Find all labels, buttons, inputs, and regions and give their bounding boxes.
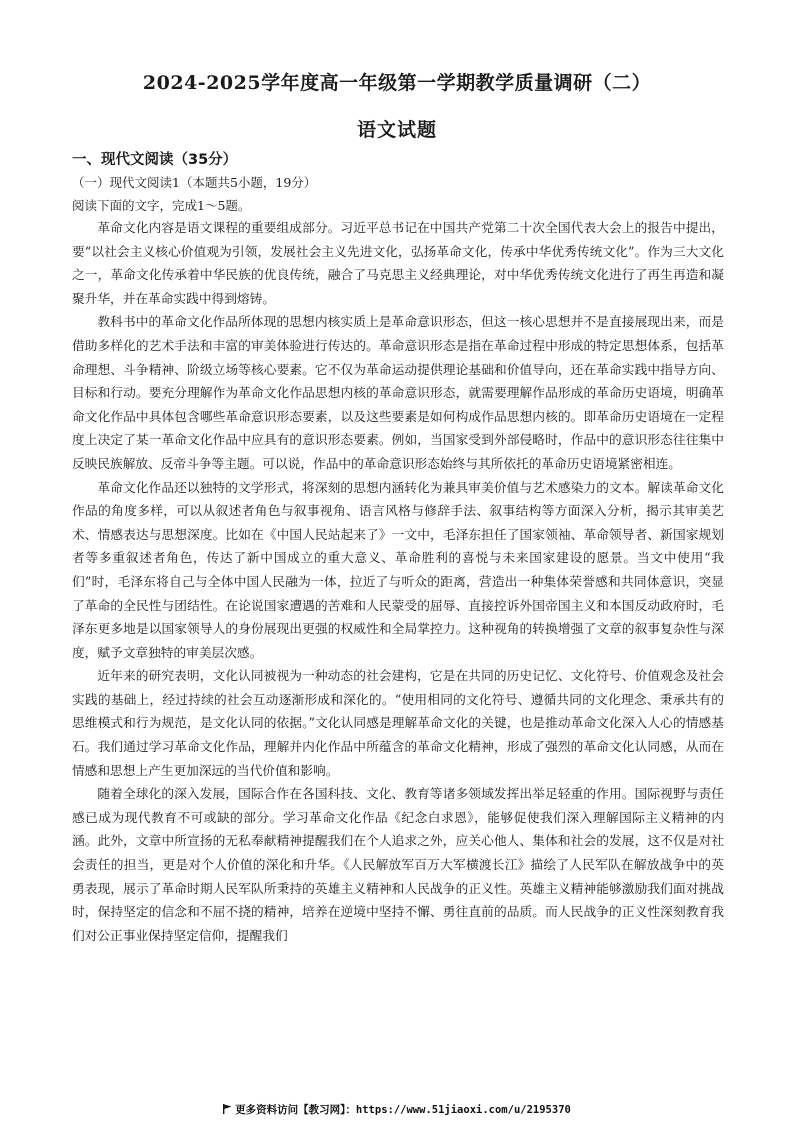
reading-instruction: 阅读下面的文字，完成1～5题。 (72, 198, 251, 213)
exam-subject: 语文试题 (356, 119, 437, 141)
part-heading: （一）现代文阅读1（本题共5小题，19分） (72, 175, 317, 190)
passage-body (72, 216, 724, 947)
footer-link[interactable] (0, 1102, 794, 1117)
paragraph: 随着全球化的深入发展，国际合作在各国科技、文化、教育等诸多领域发挥出举足轻重的作用。国际视野与责任感已成为现代教育不可或缺的部分。学习革命文化作品《纪念白求恩》，能够促使我们深入理解国际主义精神的内涵。此外，文章中所宣扬的无私奉献精神提醒我们在个人追求之外，应关心他人、集体和社会的发展，这不仅是对社会责任的担当，更是对个人价值的深化和升华。《人民解放军百万大军横渡长江》描绘了人民军队在解放战争中的英勇表现，展示了革命时期人民军队所秉持的英雄主义精神和人民战争的正义性。英雄主义精神能够激励我们面对挑战时，保持坚定的信念和不屈不挠的精神，培养在逆境中坚持不懈、勇往直前的品质。而人民战争的正义性深刻教育我们对公正事业保持坚定信仰，提醒我们 (72, 786, 724, 943)
flag-icon (223, 1104, 232, 1114)
paragraph: 教科书中的革命文化作品所体现的思想内核实质上是革命意识形态，但这一核心思想并不是直接展现出来，而是借助多样化的艺术手法和丰富的审美体验进行传达的。革命意识形态是指在革命过程中形成的特定思想体系，包括革命理想、斗争精神、阶级立场等核心要素。它不仅为革命运动提供理论基础和价值导向，还在革命实践中指导方向、目标和行动。要充分理解作为革命文化作品思想内核的革命意识形态，就需要理解作品形成的革命历史语境，明确革命文化作品中具体包含哪些革命意识形态要素，以及这些要素是如何构成作品思想内核的。即革命历史语境在一定程度上决定了某一革命文化作品中应具有的意识形态要素。例如，当国家受到外部侵略时，作品中的意识形态往往集中反映民族解放、反帝斗争等主题。可以说，作品中的革命意识形态始终与其所依托的革命历史语境紧密相连。 (72, 314, 724, 471)
paragraph: 革命文化作品还以独特的文学形式，将深刻的思想内涵转化为兼具审美价值与艺术感染力的文本。解读革命文化作品的角度多样，可以从叙述者角色与叙事视角、语言风格与修辞手法、叙事结构等方面深入分析，揭示其审美艺术、情感表达与思想深度。比如在《中国人民站起来了》一文中，毛泽东担任了国家领袖、革命领导者、新国家规划者等多重叙述者角色，传达了新中国成立的重大意义、革命胜利的喜悦与未来国家建设的愿景。当文中使用“我们”时，毛泽东将自己与全体中国人民融为一体，拉近了与听众的距离，营造出一种集体荣誉感和共同体意识，突显了革命的全民性与团结性。在论说国家遭遇的苦难和人民蒙受的屈辱、直接控诉外国帝国主义和本国反动政府时，毛泽东更多地是以国家领导人的身份展现出更强的权威性和全局掌控力。这种视角的转换增强了文章的叙事复杂性与深度，赋予文章独特的审美层次感。 (72, 479, 724, 660)
paragraph: 近年来的研究表明，文化认同被视为一种动态的社会建构，它是在共同的历史记忆、文化符号、价值观念及社会实践的基础上，经过持续的社会互动逐渐形成和深化的。“使用相同的文化符号、遵循共同的文化理念、秉承共有的思维模式和行为规范，是文化认同的依据。”文化认同感是理解革命文化的关键，也是推动革命文化深入人心的情感基石。我们通过学习革命文化作品，理解并内化作品中所蕴含的革命文化精神，形成了强烈的革命文化认同感，从而在情感和思想上产生更加深远的当代价值和影响。 (72, 668, 724, 778)
paragraph: 革命文化内容是语文课程的重要组成部分。习近平总书记在中国共产党第二十次全国代表大会上的报告中提出，要“以社会主义核心价值观为引领，发展社会主义先进文化，弘扬革命文化，传承中华优秀传统文化”。作为三大文化之一，革命文化传承着中华民族的优良传统，融合了马克思主义经典理论，对中华优秀传统文化进行了再生再造和凝聚升华，并在革命实践中得到熔铸。 (72, 220, 724, 306)
exam-title: 2024-2025学年度高一年级第一学期教学质量调研（二） (142, 72, 652, 94)
section-heading: 一、现代文阅读（35分） (72, 152, 238, 168)
footer-text: 更多资料访问【教习网】：https://www.51jiaoxi.com/u/2195370 (235, 1104, 571, 1116)
